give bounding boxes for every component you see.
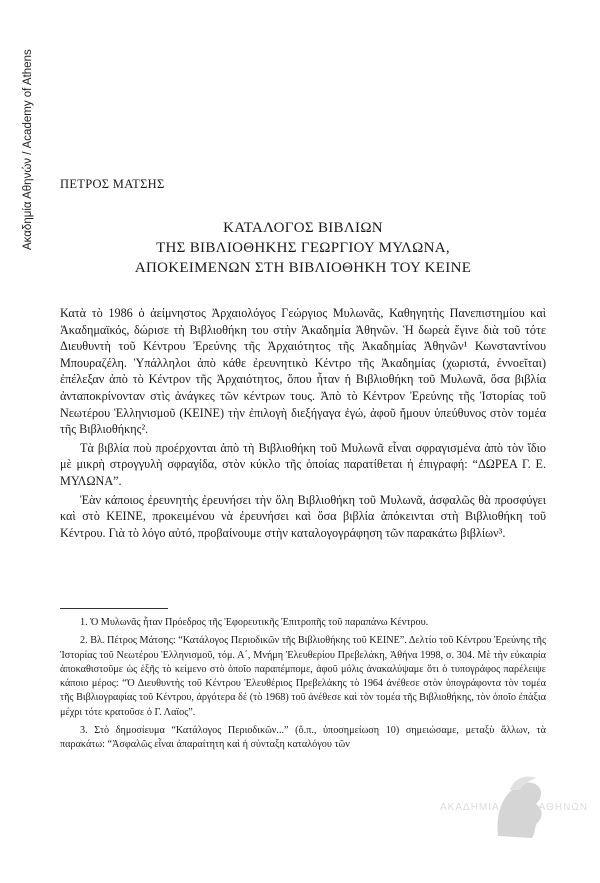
paragraph-3: Ἐὰν κάποιος ἐρευνητὴς ἐρευνήσει τὴν ὅλη Βιβλιοθήκη τοῦ Μυλωνᾶ, ἀσφαλῶς θὰ προσφύγει καὶ στὸ ΚΕΙΝΕ, προκειμένου νὰ ἐρευνήσει καὶ ὅσα βιβλία ἀπόκεινται στὴ Βιβλιοθήκη τοῦ Κέντρου. Γιὰ τὸ λόγο αὐτό, προβαίνουμε στὴν καταλογογράφηση τῶν παρακάτω βιβλίων³.	[60, 492, 546, 540]
title-line-2: ΤΗΣ ΒΙΒΛΙΟΘΗΚΗΣ ΓΕΩΡΓΙΟΥ ΜΥΛΩΝΑ,	[156, 240, 450, 256]
footnote-3: 3. Στὸ δημοσίευμα “Κατάλογος Περιοδικῶν...” (ὅ.π., ὑποσημείωση 10) σημειώσαμε, μεταξὺ ἄλλων, τὰ παρακάτω: “Ἀσφαλῶς εἶναι ἀπαραίτητη καὶ ἡ σύνταξη καταλόγου τῶν	[60, 725, 546, 751]
footnote-divider	[60, 608, 168, 609]
paragraph-2: Τὰ βιβλία ποὺ προέρχονται ἀπὸ τὴ Βιβλιοθήκη τοῦ Μυλωνᾶ εἶναι σφραγισμένα ἀπὸ τὸν ἴδιο μὲ μικρὴ στρογγυλὴ σφραγίδα, στὸν κύκλο τῆς ὁποίας παρατίθεται ἡ ἐπιγραφή: “ΔΩΡΕΑ Γ. Ε. ΜΥΛΩΝΑ”.	[60, 440, 546, 488]
title-line-1: ΚΑΤΑΛΟΓΟΣ ΒΙΒΛΙΩΝ	[223, 220, 383, 236]
article-body	[60, 305, 546, 543]
paragraph-1: Κατὰ τὸ 1986 ὁ ἀείμνηστος Ἀρχαιολόγος Γεώργιος Μυλωνᾶς, Καθηγητὴς Πανεπιστημίου καὶ Ἀκαδημαϊκός, δώρισε τὴ Βιβλιοθήκη του στὴν Ἀκαδημία Ἀθηνῶν. Ἡ δωρεὰ ἔγινε διὰ τοῦ τότε Διευθυντὴ τοῦ Κέντρου Ἐρεύνης τῆς Ἀρχαιότητος τῆς Ἀκαδημίας Ἀθηνῶν¹ Κωνσταντίνου Μπουραζέλη. Ὑπάλληλοι ἀπὸ κάθε ἐρευνητικὸ Κέντρο τῆς Ἀκαδημίας (χωριστά, ἐννοεῖται) ἐπέλεξαν ἀπὸ τὸ Κέντρον τῆς Ἀρχαιότητος, ὅπου ἦταν ἡ Βιβλιοθήκη τοῦ Μυλωνᾶ, ὅσα βιβλία ἀνταποκρίνονταν στὶς ἀνάγκες τῶν κέντρων τους. Ἀπὸ τὸ Κέντρον Ἐρεύνης τῆς Ἱστορίας τοῦ Νεωτέρου Ἑλληνισμοῦ (ΚΕΙΝΕ) τὴν ἐπιλογὴ διεξήγαγα ἐγώ, ἀφοῦ ἤμουν ὑπεύθυνος στὸν τομέα τῆς Βιβλιοθήκης².	[60, 306, 546, 437]
watermark-text-right: ΑΘΗΝΩΝ	[538, 802, 588, 813]
footnote-2: 2. Βλ. Πέτρος Μάτσης: “Κατάλογος Περιοδικῶν τῆς Βιβλιοθήκης τοῦ ΚΕΙΝΕ”. Δελτίο τοῦ Κέντρου Ἐρεύνης τῆς Ἱστορίας τοῦ Νεωτέρου Ἑλληνισμοῦ, τόμ. Α΄, Μνήμη Ἐλευθερίου Πρεβελάκη, Ἀθήνα 1998, σ. 304. Μὲ τὴν εὐκαιρία ἀποκαθιστοῦμε ὡς ἑξῆς τὸ κείμενο στὸ ὁποῖο παραπέμπομε, ἀφοῦ μόλις ἀνακαλύψαμε ὅτι ὁ τυπογράφος παρέλειψε κάποιο μέρος: “Ὁ Διευθυντὴς τοῦ Κέντρου Ἐλευθέριος Πρεβελάκης τὸ 1964 ἀνέθεσε στὸν ὑπογράφοντα τὸν τομέα τῆς Βιβλιογραφίας τοῦ Κέντρου, ἀργότερα δέ (τὸ 1968) τοῦ ἀνέθεσε καὶ τὸν τομέα τῆς Βιβλιοθήκης, τὸν ὁποῖο ἐπάξια μέχρι τότε κρατοῦσε ὁ Γ. Λαϊος”.	[60, 635, 546, 718]
watermark-text-left: ΑΚΑΔΗΜΙΑ	[440, 802, 500, 813]
footnotes	[60, 616, 546, 757]
title-line-3: ΑΠΟΚΕΙΜΕΝΩΝ ΣΤΗ ΒΙΒΛΙΟΘΗΚΗ ΤΟΥ ΚΕΙΝΕ	[134, 260, 472, 276]
side-caption: Ακαδημία Αθηνών / Academy of Athens	[22, 49, 34, 250]
article-title	[60, 218, 546, 278]
author-name: ΠΕΤΡΟΣ ΜΑΤΣΗΣ	[60, 177, 165, 191]
academy-watermark	[440, 770, 588, 850]
footnote-1: 1. Ὁ Μυλωνᾶς ἦταν Πρόεδρος τῆς Ἐφορευτικῆς Ἐπιτροπῆς τοῦ παραπάνω Κέντρου.	[80, 617, 429, 628]
